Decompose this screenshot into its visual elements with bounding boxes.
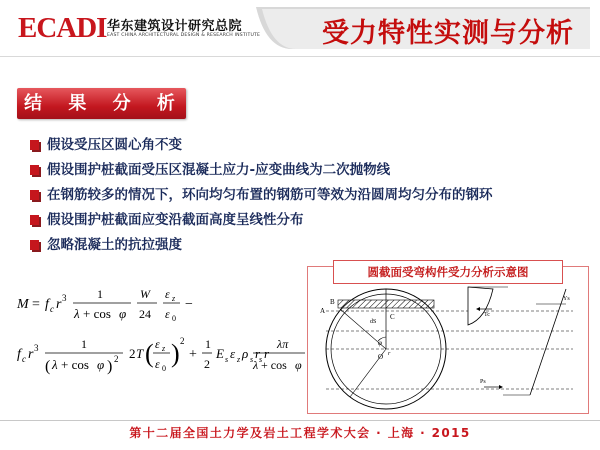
label-ds: dS (370, 319, 377, 325)
svg-text:r: r (28, 347, 34, 362)
svg-text:ρ: ρ (242, 346, 249, 361)
label-ps: Ps (480, 379, 486, 385)
svg-text:ε: ε (165, 287, 170, 301)
list-item (30, 234, 600, 259)
label-tc: Tc (484, 312, 490, 318)
svg-text:s: s (259, 355, 263, 364)
bullet-square-icon (30, 240, 39, 250)
bullet-list (30, 134, 600, 259)
svg-text:s: s (250, 355, 254, 364)
moment-formula (15, 280, 305, 390)
svg-text:1: 1 (205, 337, 211, 351)
svg-text:1: 1 (81, 337, 87, 351)
logo-text: ECADI (18, 12, 107, 44)
svg-text:+ cos: + cos (261, 358, 287, 372)
svg-text:z: z (162, 344, 166, 353)
svg-text:f: f (17, 347, 21, 362)
svg-text:ε: ε (155, 357, 160, 371)
svg-text:(: ( (145, 339, 154, 368)
section-title: 结 果 分 析 (24, 93, 185, 114)
svg-text:r: r (264, 346, 270, 361)
label-ys: Ys (563, 296, 570, 302)
svg-text:W: W (140, 287, 150, 301)
svg-text:M: M (17, 297, 29, 312)
bullet-square-icon (30, 140, 39, 150)
label-o: O (378, 353, 384, 361)
svg-text:z: z (237, 355, 241, 364)
bullet-text: 忽略混凝土的抗拉强度 (47, 237, 182, 253)
label-b: B (330, 298, 335, 306)
title-banner (256, 7, 590, 49)
svg-text:c: c (50, 304, 54, 314)
logo (18, 12, 288, 46)
svg-text:λ: λ (253, 358, 259, 372)
header (0, 0, 600, 56)
svg-text:(: ( (45, 358, 51, 375)
bullet-text: 假设围护桩截面应变沿截面高度呈线性分布 (47, 212, 304, 228)
diagram-title: 圆截面受弯构件受力分析示意图 (333, 260, 563, 284)
svg-text:): ) (107, 358, 113, 375)
svg-text:+: + (189, 347, 197, 362)
svg-text:λπ: λπ (277, 337, 289, 351)
svg-text:2: 2 (114, 354, 119, 364)
svg-text:λ: λ (74, 306, 80, 321)
svg-text:E: E (216, 346, 224, 361)
svg-text:z: z (172, 294, 176, 303)
section-header (17, 88, 186, 119)
svg-text:ε: ε (230, 346, 236, 361)
force-diagram (308, 267, 588, 413)
footer-divider (0, 420, 600, 421)
svg-text:ε: ε (165, 307, 170, 321)
svg-text:f: f (45, 297, 49, 312)
formula-image (15, 280, 305, 390)
logo-chinese-name: 华东建筑设计研究总院 (107, 19, 243, 34)
label-phi: φ (378, 339, 382, 347)
svg-text:λ: λ (52, 357, 58, 372)
svg-text:ε: ε (155, 337, 160, 351)
svg-text:2: 2 (204, 357, 210, 371)
svg-text:−: − (185, 297, 193, 312)
svg-text:): ) (171, 339, 180, 368)
page-title: 受力特性实测与分析 (322, 18, 574, 49)
list-item (30, 134, 600, 159)
svg-text:T: T (136, 346, 144, 361)
svg-text:0: 0 (162, 364, 166, 373)
bullet-text: 假设围护桩截面受压区混凝土应力-应变曲线为二次抛物线 (47, 162, 391, 178)
bullet-square-icon (30, 215, 39, 225)
header-divider (0, 56, 600, 57)
svg-text:1: 1 (97, 287, 103, 301)
list-item (30, 209, 600, 234)
svg-text:φ: φ (119, 306, 127, 321)
label-r: r (388, 351, 391, 357)
svg-text:φ: φ (295, 358, 302, 372)
svg-text:+ cos: + cos (83, 306, 111, 321)
svg-text:c: c (22, 354, 26, 364)
svg-text:0: 0 (172, 314, 176, 323)
footer-text: 第十二届全国土力学及岩土工程学术大会 · 上海 · 2015 (129, 426, 471, 440)
svg-text:r: r (255, 346, 261, 361)
svg-text:2: 2 (180, 336, 185, 346)
svg-text:r: r (56, 297, 62, 312)
svg-text:24: 24 (139, 307, 151, 321)
svg-text:+ cos: + cos (61, 357, 89, 372)
svg-text:φ: φ (97, 357, 105, 372)
label-c: C (390, 313, 395, 321)
svg-text:3: 3 (34, 343, 39, 353)
bullet-square-icon (30, 165, 39, 175)
svg-text:s: s (225, 355, 229, 364)
bullet-text: 假设受压区圆心角不变 (47, 137, 182, 153)
logo-english-name: EAST CHINA ARCHITECTURAL DESIGN & RESEARCH INSTITUTE (107, 33, 261, 38)
svg-text:2: 2 (129, 346, 136, 361)
bullet-square-icon (30, 190, 39, 200)
label-a: A (320, 307, 326, 315)
svg-text:=: = (32, 297, 40, 312)
list-item (30, 184, 600, 209)
bullet-text: 在钢筋较多的情况下，环向均匀布置的钢筋可等效为沿圆周均匀分布的钢环 (47, 187, 493, 203)
list-item (30, 159, 600, 184)
force-diagram-panel (307, 266, 589, 414)
svg-text:3: 3 (62, 293, 67, 303)
